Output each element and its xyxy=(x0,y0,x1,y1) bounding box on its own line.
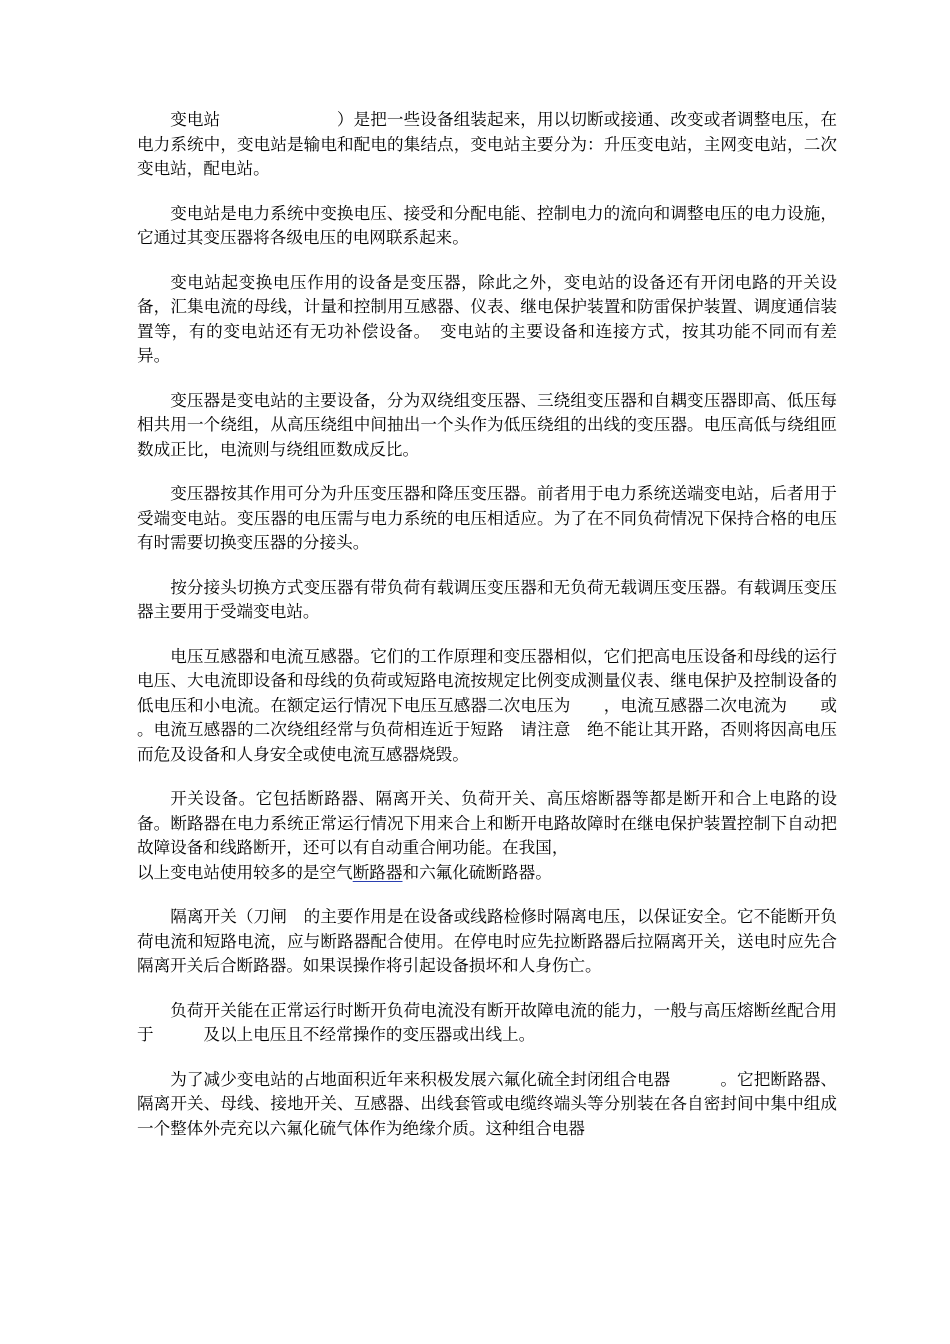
switchgear-tail-before: 以上变电站使用较多的是空气 xyxy=(137,862,353,882)
paragraph-instrument-transformers: 电压互感器和电流互感器。它们的工作原理和变压器相似，它们把高电压设备和母线的运行电压、大电流即设备和母线的负荷或短路电流按规定比例变成测量仪表、继电保护及控制设备的低电压和小电流。在额定运行情况下电压互感器二次电压为 ，电流互感器二次电流为 或 。电流互感器的二次绕组经常与负荷相连近于短路 请注意 绝不能让其开路，否则将因高电压而危及设备和人身安全或使电流互感器烧毁。 xyxy=(137,646,871,764)
circuit-breaker-link[interactable]: 断路器 xyxy=(352,862,403,882)
paragraph-transformer-types: 变压器是变电站的主要设备，分为双绕组变压器、三绕组变压器和自耦变压器即高、低压每相共用一个绕组，从高压绕组中间抽出一个头作为低压绕组的出线的变压器。电压高低与绕组匝数成正比，电流则与绕组匝数成反比。 xyxy=(137,390,837,459)
paragraph-substation-definition: 变电站 ）是把一些设备组装起来，用以切断或接通、改变或者调整电压，在电力系统中，变电站是输电和配电的集结点，变电站主要分为：升压变电站，主网变电站，二次变电站，配电站。 xyxy=(137,110,837,178)
paragraph-tap-changer: 按分接头切换方式变压器有带负荷有载调压变压器和无负荷无载调压变压器。有载调压变压器主要用于受端变电站。 xyxy=(137,577,837,621)
paragraph-load-switch: 负荷开关能在正常运行时断开负荷电流没有断开故障电流的能力，一般与高压熔断丝配合用于 及以上电压且不经常操作的变压器或出线上。 xyxy=(137,1000,837,1044)
document-page xyxy=(137,108,871,1161)
paragraph-switchgear xyxy=(137,787,837,885)
paragraph-transformer-usage: 变压器按其作用可分为升压变压器和降压变压器。前者用于电力系统送端变电站，后者用于受端变电站。变压器的电压需与电力系统的电压相适应。为了在不同负荷情况下保持合格的电压有时需要切换变压器的分接头。 xyxy=(137,484,837,552)
switchgear-tail-after: 和六氟化硫断路器。 xyxy=(402,862,552,882)
paragraph-substation-function: 变电站是电力系统中变换电压、接受和分配电能、控制电力的流向和调整电压的电力设施，它通过其变压器将各级电压的电网联系起来。 xyxy=(137,203,837,247)
paragraph-disconnector: 隔离开关（刀闸 的主要作用是在设备或线路检修时隔离电压，以保证安全。它不能断开负荷电流和短路电流，应与断路器配合使用。在停电时应先拉断路器后拉隔离开关，送电时应先合隔离开关后合断路器。如果误操作将引起设备损坏和人身伤亡。 xyxy=(137,907,837,975)
paragraph-gis: 为了减少变电站的占地面积近年来积极发展六氟化硫全封闭组合电器 。它把断路器、隔离开关、母线、接地开关、互感器、出线套管或电缆终端头等分别装在各自密封间中集中组成一个整体外壳充以六氟化硫气体作为绝缘介质。这种组合电器 xyxy=(137,1069,837,1138)
paragraph-substation-equipment: 变电站起变换电压作用的设备是变压器，除此之外，变电站的设备还有开闭电路的开关设备，汇集电流的母线，计量和控制用互感器、仪表、继电保护装置和防雷保护装置、调度通信装置等，有的变电站还有无功补偿设备。 变电站的主要设备和连接方式，按其功能不同而有差异。 xyxy=(137,272,837,365)
switchgear-text: 开关设备。它包括断路器、隔离开关、负荷开关、高压熔断器等都是断开和合上电路的设备。断路器在电力系统正常运行情况下用来合上和断开电路故障时在继电保护装置控制下自动把故障设备和线路断开，还可以有自动重合闸功能。在我国， xyxy=(137,789,837,857)
